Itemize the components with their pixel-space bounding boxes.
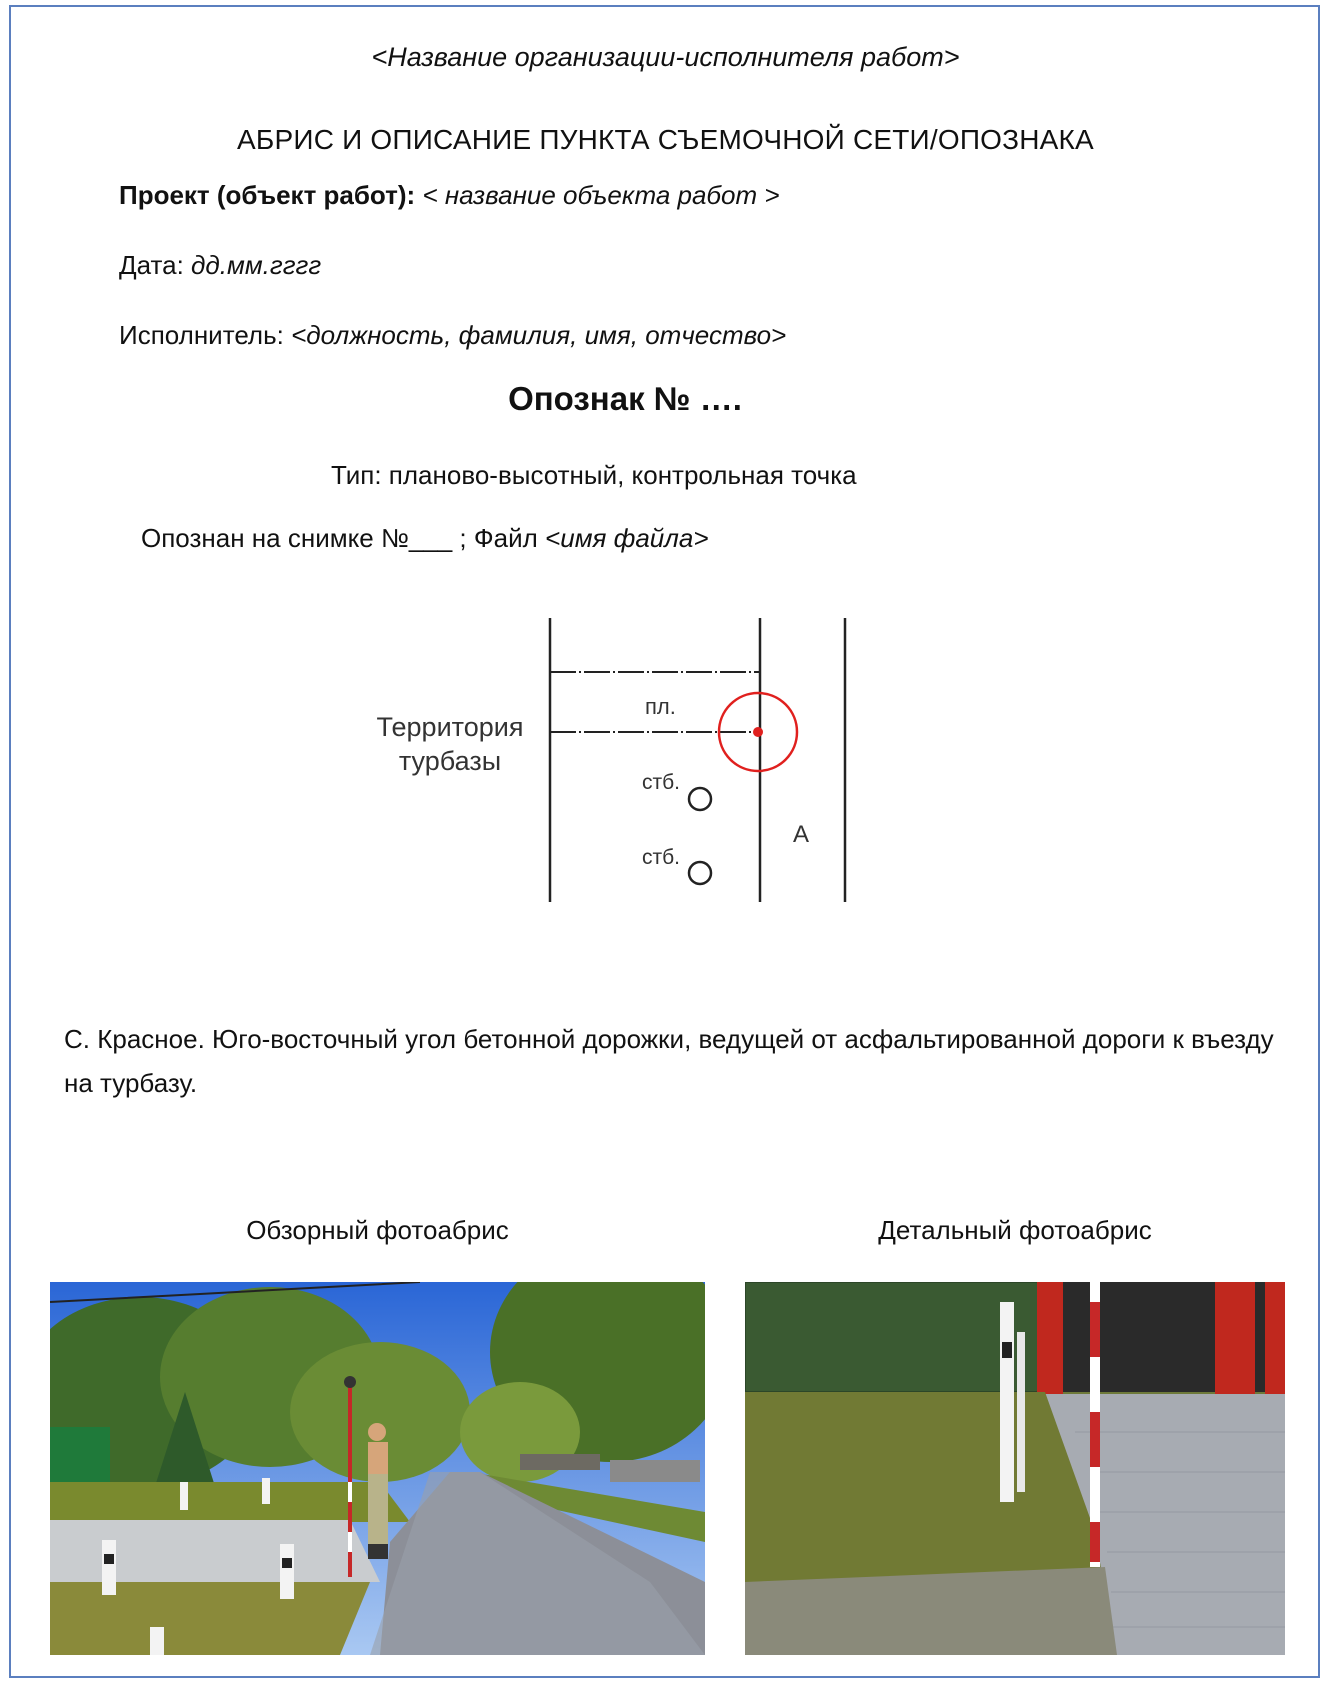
control-point-dot	[753, 727, 763, 737]
organization-name: <Название организации-исполнителя работ>	[371, 42, 960, 72]
overview-photo	[50, 1282, 705, 1655]
post-marker-2	[689, 862, 711, 884]
file-name-value: <имя файла>	[545, 523, 709, 553]
post-label-2: стб.	[642, 846, 680, 869]
post-label-1: стб.	[642, 771, 680, 794]
executor-line	[119, 320, 786, 351]
detail-photo-caption: Детальный фотоабрис	[878, 1215, 1152, 1245]
date-value: дд.мм.гггг	[191, 250, 322, 280]
executor-value: <должность, фамилия, имя, отчество>	[291, 320, 787, 350]
project-label: Проект (объект работ):	[119, 180, 416, 210]
point-heading: Опознак № ….	[508, 380, 742, 417]
photo-reference-label: Опознан на снимке №___ ; Файл	[141, 523, 538, 553]
photo-reference-line	[141, 523, 709, 554]
document-title: АБРИС И ОПИСАНИЕ ПУНКТА СЪЕМОЧНОЙ СЕТИ/ОПОЗНАКА	[237, 124, 1094, 155]
date-line	[119, 250, 321, 281]
territory-label-line2: турбазы	[398, 746, 502, 776]
platform-label: пл.	[645, 694, 676, 719]
abris-sketch	[340, 610, 860, 910]
executor-label: Исполнитель:	[119, 320, 284, 350]
point-type: Тип: планово-высотный, контрольная точка	[331, 460, 857, 490]
project-value: < название объекта работ >	[422, 180, 780, 210]
detail-photo	[745, 1282, 1285, 1655]
road-label: А	[793, 821, 810, 848]
post-marker-1	[689, 788, 711, 810]
project-line	[119, 180, 780, 211]
point-description: С. Красное. Юго-восточный угол бетонной дорожки, ведущей от асфальтированной дороги к въезду на турбазу.	[64, 1024, 1274, 1098]
date-label: Дата:	[119, 250, 184, 280]
territory-label-line1: Территория	[376, 712, 524, 742]
overview-photo-caption: Обзорный фотоабрис	[246, 1215, 509, 1245]
